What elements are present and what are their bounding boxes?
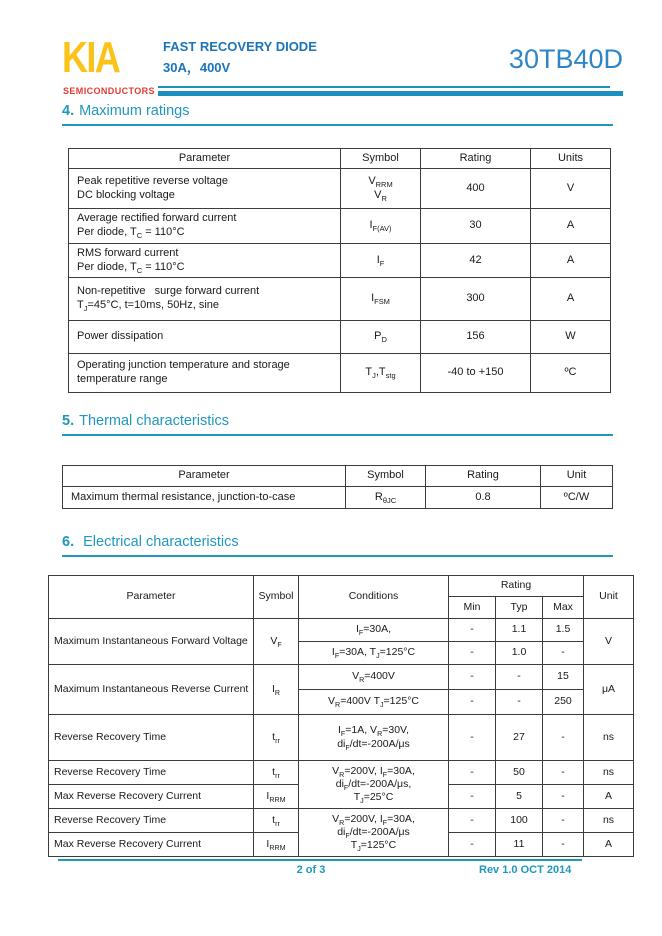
table-cell-typ: 5 [496,785,543,809]
table-cell-units: A [531,209,611,244]
table-cell-unit: A [584,785,634,809]
column-header-max: Max [543,597,584,619]
table-cell-unit: ns [584,761,634,785]
table-row [69,244,611,278]
table-cell-conditions: $V_R=400V$ $T_J=125^\circ C$ [299,690,449,715]
table-row [69,354,611,393]
table-row [69,209,611,244]
table-cell-symbol: $V_{RRM}$ $V_R$ [341,169,421,209]
electrical-characteristics-table [48,575,634,857]
logo-tagline: SEMICONDUCTORS [63,86,155,96]
table-cell-unit: ns [584,715,634,761]
table-cell-max: - [543,809,584,833]
section-heading-thermal [62,413,613,436]
table-cell-max: 15 [543,665,584,690]
table-cell-min: - [449,809,496,833]
table-cell-conditions: $I_F=30A$, $T_J=125^\circ C$ [299,642,449,665]
table-cell-parameter: Max Reverse Recovery Current [49,785,254,809]
column-header-parameter: Parameter [69,149,341,169]
section-title: Thermal characteristics [79,413,229,429]
header-rule-thin [158,86,610,88]
table-cell-unit: μA [584,665,634,715]
table-cell-symbol: $t_{rr}$ [254,809,299,833]
table-cell-rating: 30 [421,209,531,244]
table-cell-typ: - [496,690,543,715]
column-header-rating: Rating [449,576,584,597]
footer-revision: Rev 1.0 OCT 2014 [479,864,572,876]
table-cell-min: - [449,642,496,665]
table-cell-unit: ns [584,809,634,833]
table-cell-typ: 27 [496,715,543,761]
table-cell-conditions: $I_F=1A$, $V_R=30V$, $di_F/dt=-200A/\mu s$ [299,715,449,761]
table-cell-units: W [531,321,611,354]
section-title: Electrical characteristics [79,534,239,550]
table-cell-parameter: Average rectified forward current Per diode, $T_C = 110^\circ C$ [69,209,341,244]
table-cell-max: - [543,715,584,761]
table-cell-rating: 42 [421,244,531,278]
table-cell-min: - [449,833,496,857]
table-cell-parameter: Maximum Instantaneous Reverse Current [49,665,254,715]
footer-rule [58,859,582,861]
table-cell-symbol: $I_{RRM}$ [254,785,299,809]
table-cell-symbol: $I_{RRM}$ [254,833,299,857]
thermal-characteristics-table [62,465,613,509]
column-header-symbol: Symbol [341,149,421,169]
table-cell-symbol: $I_R$ [254,665,299,715]
header-rule-thick [158,91,623,96]
table-cell-min: - [449,785,496,809]
table-cell-min: - [449,690,496,715]
table-cell-symbol: $V_F$ [254,619,299,665]
table-cell-parameter: Maximum Instantaneous Forward Voltage [49,619,254,665]
table-row [49,715,634,761]
table-cell-max: - [543,761,584,785]
table-cell-rating: 300 [421,278,531,321]
column-header-unit: Unit [541,466,613,487]
table-row [49,761,634,785]
table-cell-units: V [531,169,611,209]
maximum-ratings-table [68,148,611,393]
table-row [63,487,613,509]
section-number: 4. [62,103,75,119]
column-header-symbol: Symbol [254,576,299,619]
section-title: Maximum ratings [79,103,190,119]
product-spec: 30A，400V [163,60,231,75]
table-cell-conditions: $V_R=400V$ [299,665,449,690]
table-cell-conditions: $I_F=30A$, [299,619,449,642]
table-cell-symbol: $I_{FSM}$ [341,278,421,321]
table-header-row [63,466,613,487]
column-header-rating: Rating [421,149,531,169]
table-row [49,665,634,690]
part-number: 30TB40D [508,44,623,74]
table-cell-rating: 0.8 [426,487,541,509]
table-cell-parameter: Max Reverse Recovery Current [49,833,254,857]
column-header-conditions: Conditions [299,576,449,619]
table-cell-symbol: $R_{\theta JC}$ [346,487,426,509]
table-cell-parameter: Operating junction temperature and storage temperature range [69,354,341,393]
table-cell-max: 250 [543,690,584,715]
table-cell-parameter: Maximum thermal resistance, junction-to-case [63,487,346,509]
table-cell-conditions: $V_R=200V$, $I_F=30A$, $di_F/dt=-200A/\mu s$ $T_J=125^\circ C$ [299,809,449,857]
table-cell-symbol: $t_{rr}$ [254,761,299,785]
table-cell-rating: -40 to +150 [421,354,531,393]
table-cell-rating: 156 [421,321,531,354]
section-heading-electrical [62,534,613,557]
table-cell-typ: 1.0 [496,642,543,665]
column-header-typ: Typ [496,597,543,619]
column-header-units: Units [531,149,611,169]
column-header-rating: Rating [426,466,541,487]
table-row [69,321,611,354]
section-number: 5. [62,413,75,429]
table-cell-parameter: Reverse Recovery Time [49,715,254,761]
table-row [49,809,634,833]
column-header-parameter: Parameter [49,576,254,619]
table-cell-max: - [543,833,584,857]
table-cell-parameter: Reverse Recovery Time [49,761,254,785]
table-cell-typ: 50 [496,761,543,785]
table-cell-typ: 1.1 [496,619,543,642]
table-cell-min: - [449,665,496,690]
table-header-row [49,576,634,597]
table-row [69,169,611,209]
table-row [69,278,611,321]
table-cell-typ: 100 [496,809,543,833]
table-cell-min: - [449,619,496,642]
table-cell-symbol: $t_{rr}$ [254,715,299,761]
table-cell-parameter: Power dissipation [69,321,341,354]
table-cell-parameter: RMS forward current Per diode, $T_C = 110^\circ C$ [69,244,341,278]
table-cell-symbol: $P_D$ [341,321,421,354]
table-cell-typ: 11 [496,833,543,857]
table-row [49,619,634,642]
table-cell-conditions: $V_R=200V$, $I_F=30A$, $di_F/dt=-200A/\mu s$, $T_J=25^\circ C$ [299,761,449,809]
table-header-row [69,149,611,169]
table-cell-units: A [531,278,611,321]
table-cell-max: 1.5 [543,619,584,642]
table-cell-min: - [449,761,496,785]
table-cell-symbol: $I_F$ [341,244,421,278]
table-cell-min: - [449,715,496,761]
table-cell-unit: ºC/W [541,487,613,509]
section-number: 6. [62,534,75,550]
table-cell-units: A [531,244,611,278]
table-cell-parameter: Reverse Recovery Time [49,809,254,833]
column-header-parameter: Parameter [63,466,346,487]
table-cell-symbol: $I_{F(AV)}$ [341,209,421,244]
table-cell-parameter: Non-repetitive surge forward current $T_J=45^\circ C$, t=10ms, 50Hz, sine [69,278,341,321]
footer-page-number: 2 of 3 [296,864,326,876]
table-cell-rating: 400 [421,169,531,209]
column-header-symbol: Symbol [346,466,426,487]
table-cell-unit: A [584,833,634,857]
table-cell-parameter: Peak repetitive reverse voltage DC blocking voltage [69,169,341,209]
table-cell-max: - [543,642,584,665]
table-cell-units: ºC [531,354,611,393]
table-cell-symbol: $T_J,T_{stg}$ [341,354,421,393]
table-cell-typ: - [496,665,543,690]
column-header-unit: Unit [584,576,634,619]
column-header-min: Min [449,597,496,619]
kia-logo: KIA [62,33,120,82]
table-cell-max: - [543,785,584,809]
table-cell-unit: V [584,619,634,665]
product-title: FAST RECOVERY DIODE [163,39,317,54]
section-heading-maximum-ratings [62,103,613,126]
